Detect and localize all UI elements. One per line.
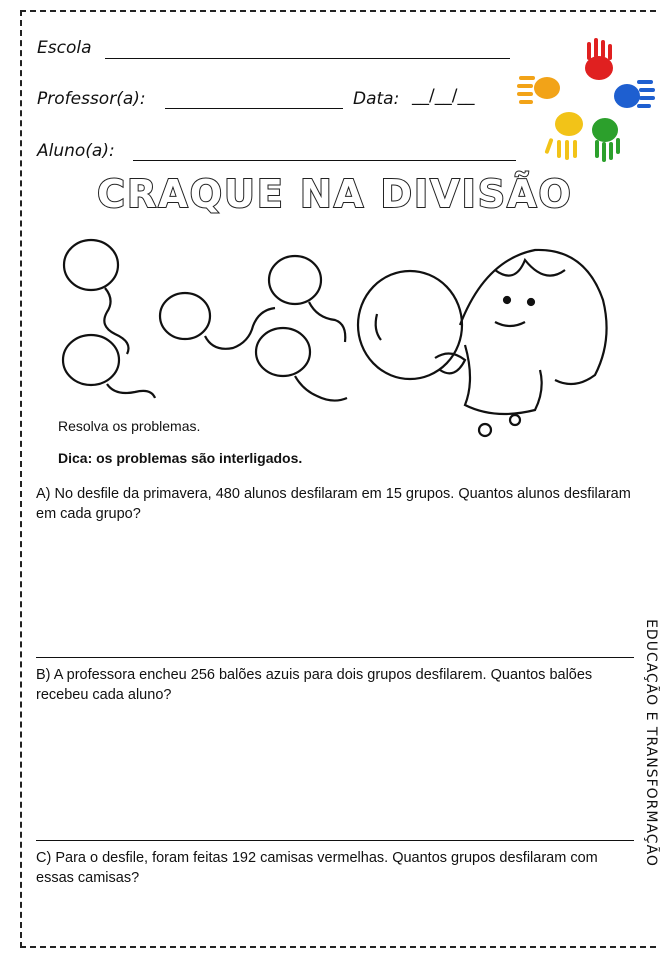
question-a bbox=[36, 484, 636, 524]
question-letter: C) bbox=[36, 850, 52, 866]
green-hand-icon bbox=[592, 118, 620, 162]
question-c bbox=[36, 848, 636, 888]
question-b bbox=[36, 665, 636, 705]
orange-hand-icon bbox=[517, 76, 560, 104]
student-label: Aluno(a): bbox=[37, 141, 115, 161]
question-letter: A) bbox=[36, 486, 51, 502]
yellow-hand-icon bbox=[544, 112, 583, 160]
question-letter: B) bbox=[36, 667, 51, 683]
balloon-icon bbox=[160, 293, 210, 339]
blue-hand-icon bbox=[614, 80, 655, 108]
question-text: A professora encheu 256 balões azuis para dois grupos desfilarem. Quantos balões recebeu cada aluno? bbox=[36, 667, 593, 703]
question-text: Para o desfile, foram feitas 192 camisas vermelhas. Quantos grupos desfilaram com essas camisas? bbox=[36, 850, 598, 886]
question-text: No desfile da primavera, 480 alunos desfilaram em 15 grupos. Quantos alunos desfilaram em cada grupo? bbox=[36, 486, 631, 522]
red-hand-icon bbox=[585, 38, 613, 80]
teacher-field[interactable] bbox=[165, 108, 343, 109]
balloons-illustration bbox=[55, 230, 615, 445]
teacher-label: Professor(a): bbox=[37, 89, 146, 109]
balloon-icon bbox=[256, 328, 310, 376]
instructions-text: Resolva os problemas. bbox=[58, 418, 201, 434]
balloon-icon bbox=[269, 256, 321, 304]
date-field[interactable]: __/__/__ bbox=[412, 86, 475, 106]
balloon-icon bbox=[63, 335, 119, 385]
side-brand-text: EDUCAÇÃO E TRANSFORMAÇÃO bbox=[643, 619, 659, 867]
handprints-logo bbox=[517, 36, 657, 166]
answer-area-b[interactable] bbox=[36, 840, 634, 841]
page-title: CRAQUE NA DIVISÃO bbox=[97, 172, 573, 216]
student-field[interactable] bbox=[133, 160, 516, 161]
school-label: Escola bbox=[37, 38, 92, 58]
tip-text: Dica: os problemas são interligados. bbox=[58, 450, 303, 466]
bubble-gum-icon bbox=[358, 271, 462, 379]
school-field[interactable] bbox=[105, 58, 510, 59]
answer-area-a[interactable] bbox=[36, 657, 634, 658]
date-label: Data: bbox=[353, 89, 400, 109]
balloon-icon bbox=[64, 240, 118, 290]
